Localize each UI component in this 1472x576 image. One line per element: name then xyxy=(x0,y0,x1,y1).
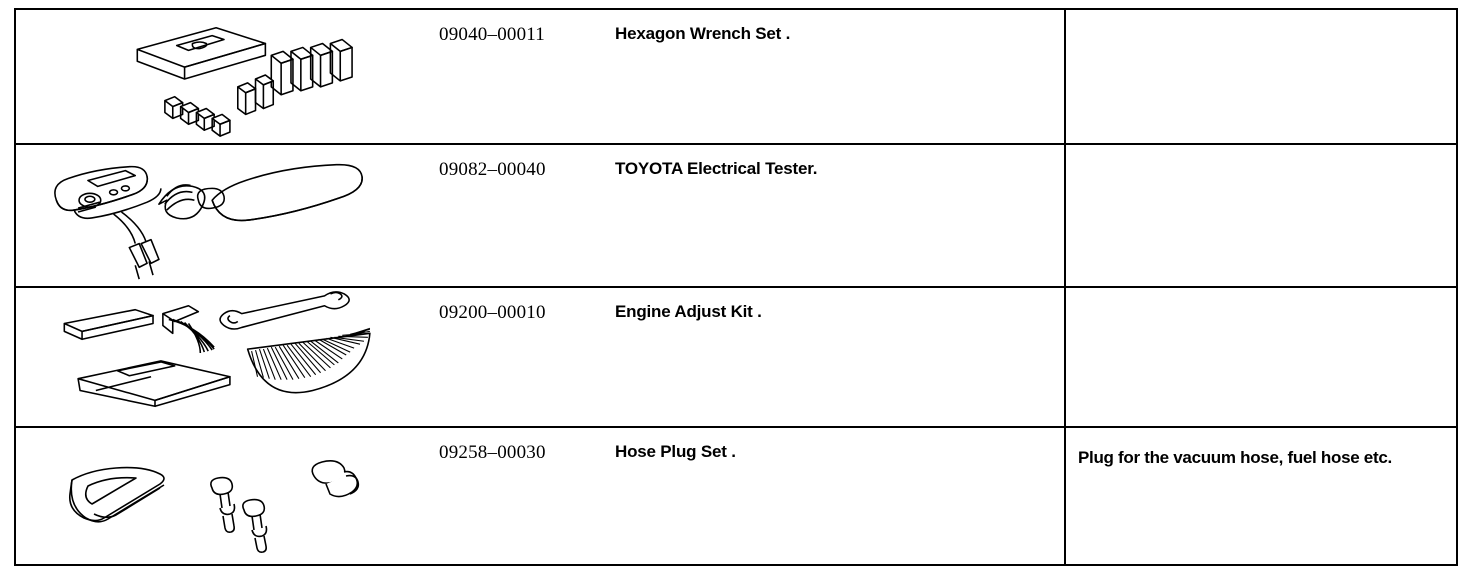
part-number: 09040–00011 xyxy=(439,24,545,45)
part-number-cell xyxy=(431,428,601,564)
table-row xyxy=(16,145,1456,288)
hose-plug-set-icon xyxy=(16,428,431,564)
remarks-text: Plug for the vacuum hose, fuel hose etc. xyxy=(1078,448,1392,467)
part-number-cell xyxy=(431,10,601,143)
part-number: 09200–00010 xyxy=(439,302,546,323)
part-number-cell xyxy=(431,288,601,426)
remarks-cell xyxy=(1066,288,1456,426)
electrical-tester-icon xyxy=(16,145,431,286)
part-number: 09082–00040 xyxy=(439,159,546,180)
remarks-cell xyxy=(1066,428,1456,564)
illustration-cell xyxy=(16,145,431,286)
remarks-cell xyxy=(1066,145,1456,286)
tool-name-cell xyxy=(601,10,1066,143)
illustration-cell xyxy=(16,428,431,564)
tool-name: TOYOTA Electrical Tester. xyxy=(615,159,818,178)
tool-name-cell xyxy=(601,288,1066,426)
table-row xyxy=(16,288,1456,428)
tool-name-cell xyxy=(601,145,1066,286)
tool-name: Hexagon Wrench Set . xyxy=(615,24,791,43)
hexagon-wrench-set-icon xyxy=(16,10,431,143)
engine-adjust-kit-icon xyxy=(16,288,431,426)
table-row xyxy=(16,10,1456,145)
tool-name: Engine Adjust Kit . xyxy=(615,302,762,321)
part-number-cell xyxy=(431,145,601,286)
illustration-cell xyxy=(16,10,431,143)
remarks-cell xyxy=(1066,10,1456,143)
part-number: 09258–00030 xyxy=(439,442,546,463)
tool-name-cell xyxy=(601,428,1066,564)
tool-name: Hose Plug Set . xyxy=(615,442,736,461)
illustration-cell xyxy=(16,288,431,426)
special-service-tools-table xyxy=(14,8,1458,566)
table-row xyxy=(16,428,1456,564)
